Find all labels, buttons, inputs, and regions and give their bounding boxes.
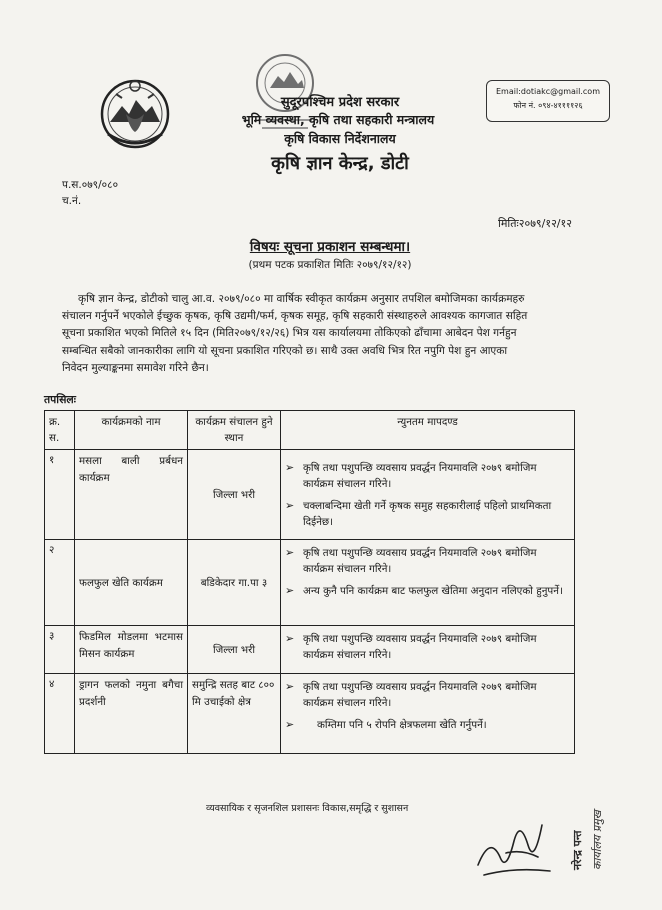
- tapasil-label: तपसिलः: [44, 393, 76, 406]
- arrow-bullet-icon: ➢: [285, 718, 295, 731]
- arrow-bullet-icon: ➢: [285, 546, 295, 559]
- row-criteria: [281, 450, 575, 540]
- header-line-2: भूमि व्यवस्था, कृषि तथा सहकारी मन्त्रालय: [241, 112, 435, 127]
- header-program: कार्यक्रमको नाम: [75, 411, 188, 450]
- row-criteria: [281, 626, 575, 674]
- contact-box: [486, 80, 610, 122]
- notice-date: मितिः२०७९/१२/१२: [498, 217, 572, 230]
- arrow-bullet-icon: ➢: [285, 680, 295, 693]
- row-criteria: [281, 540, 575, 626]
- criteria-item: ➢ कम्तिमा पनि ५ रोपनि क्षेत्रफलमा खेति गर्नुपर्ने।: [285, 718, 487, 731]
- row-criteria: [281, 674, 575, 754]
- nepal-emblem-logo: [96, 74, 174, 158]
- body-line: कृषि ज्ञान केन्द्र, डोटीको चालु आ.व. २०७९/०८० मा वार्षिक स्वीकृत कार्यक्रम अनुसार तपशिल बमोजिमका कार्यक्रमहरु: [78, 293, 525, 305]
- arrow-bullet-icon: ➢: [285, 584, 295, 597]
- patra-sankhya: प.स.०७९/०८०: [62, 179, 119, 191]
- criteria-item: ➢ कृषि तथा पशुपन्छि व्यवसाय प्रवर्द्धन नियमावलि २०७९ बमोजिम कार्यक्रम संचालन गरिने।: [285, 546, 537, 575]
- body-line: संचालन गर्नुपर्ने भएकोले ईच्छुक कृषक, कृषि उद्यमी/फर्म, कृषक समूह, कृषि सहकारी संस्थाहरुले आवश्यक कागजात सहित: [62, 310, 528, 323]
- header-location: कार्यक्रम संचालन हुने स्थान: [188, 411, 281, 450]
- body-line: निवेदन मुल्याङ्कनमा समावेश गरिने छैन।: [62, 361, 209, 374]
- row-location: बडिकेदार गा.पा ३: [188, 540, 281, 626]
- row-program: फलफुल खेति कार्यक्रम: [75, 540, 188, 626]
- table-row: [45, 540, 575, 626]
- criteria-item: ➢ कृषि तथा पशुपन्छि व्यवसाय प्रवर्द्धन नियमावलि २०७९ बमोजिम कार्यक्रम संचालन गरिने।: [285, 632, 537, 661]
- signatory-name: नरेन्द्र पन्त: [571, 830, 584, 870]
- handwritten-signature: [470, 795, 560, 885]
- row-program: फिडमिल मोडलमा भटमास मिसन कार्यक्रम: [75, 626, 188, 674]
- contact-phone: फोन नं. ०९४-४११११२६: [513, 101, 583, 110]
- table-header-row: [45, 411, 575, 450]
- table-row: [45, 674, 575, 754]
- body-line: सूचना प्रकाशित भएको मितिले १५ दिन (मिति२०७९/१२/२६) भित्र यस कार्यालयमा तोकिएको ढाँचामा आबेदन पेश गर्नहुन: [62, 327, 517, 340]
- arrow-bullet-icon: ➢: [285, 632, 295, 645]
- row-program: ड्रागन फलको नमुना बगैचा प्रदर्शनी: [75, 674, 188, 754]
- body-line: सम्बन्धित सबैको जानकारीका लागि यो सूचना प्रकाशित गरिएको छ। साथै उक्त अवधि भित्र रित नपुगि पेश हुन आएका: [62, 344, 508, 357]
- row-location: समुन्द्रि सतह बाट ८०० मि उचाईको क्षेत्र: [188, 674, 281, 754]
- signatory-title: कार्यालय प्रमुख: [591, 810, 604, 870]
- notice-body: [62, 291, 576, 377]
- row-sn: ४: [45, 674, 75, 754]
- chalani-number: च.नं.: [62, 195, 82, 207]
- arrow-bullet-icon: ➢: [285, 461, 295, 474]
- header-line-3: कृषि विकास निर्देशनालय: [284, 131, 396, 146]
- row-location: जिल्ला भरी: [188, 626, 281, 674]
- header-sn: क्र. स.: [45, 411, 75, 450]
- row-location: जिल्ला भरी: [188, 450, 281, 540]
- reference-block: [62, 177, 118, 209]
- program-table: [44, 410, 575, 754]
- office-name: कृषि ज्ञान केन्द्र, डोटी: [271, 153, 409, 174]
- criteria-item: ➢ कृषि तथा पशुपन्छि व्यवसाय प्रवर्द्धन नियमावलि २०७९ बमोजिम कार्यक्रम संचालन गरिने।: [285, 680, 537, 709]
- contact-email: Email:dotiakc@gmail.com: [495, 87, 600, 96]
- header-line-1: सुदूरपश्चिम प्रदेश सरकार: [280, 95, 400, 110]
- row-sn: १: [45, 450, 75, 540]
- criteria-item: ➢ चक्लाबन्दिमा खेती गर्ने कृषक समुह सहकारीलाई पहिलो प्राथमिकता दिईनेछ।: [285, 499, 552, 528]
- arrow-bullet-icon: ➢: [285, 499, 295, 512]
- notice-subject: विषयः सूचना प्रकाशन सम्बन्धमा।: [249, 239, 411, 255]
- footer-slogan: व्यवसायिक र सृजनशिल प्रशासनः विकास,समृद्धि र सुशासन: [206, 803, 409, 814]
- criteria-item: ➢ अन्य कुनै पनि कार्यक्रम बाट फलफुल खेतिमा अनुदान नलिएको हुनुपर्ने।: [285, 584, 563, 597]
- table-row: [45, 450, 575, 540]
- header-criteria: न्युनतम मापदण्ड: [281, 411, 575, 450]
- row-sn: २: [45, 540, 75, 626]
- table-row: [45, 626, 575, 674]
- row-program: मसला बाली प्रर्बधन कार्यक्रम: [75, 450, 188, 540]
- criteria-item: ➢ कृषि तथा पशुपन्छि व्यवसाय प्रवर्द्धन नियमावलि २०७९ बमोजिम कार्यक्रम संचालन गरिने।: [285, 461, 537, 490]
- first-published-date: (प्रथम पटक प्रकाशित मितिः २०७९/१२/१२): [248, 259, 412, 271]
- row-sn: ३: [45, 626, 75, 674]
